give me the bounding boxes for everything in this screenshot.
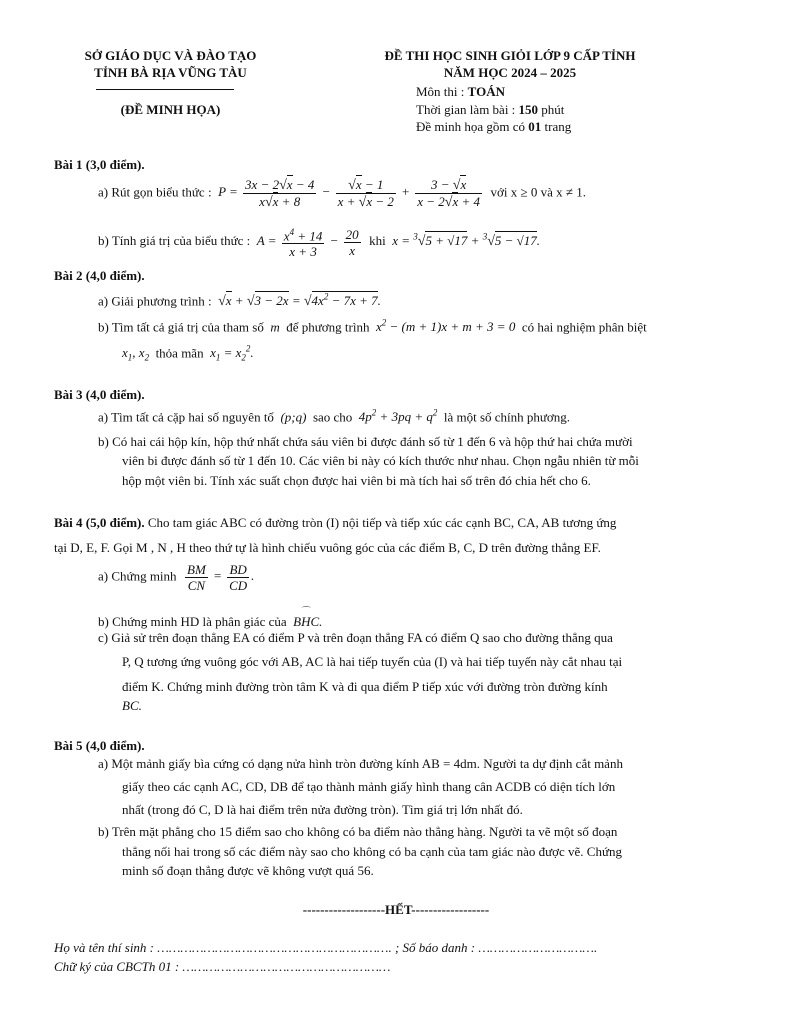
problem-4b-text: b) Chứng minh HD là phân giác của: [98, 614, 287, 629]
problem-2a: [98, 292, 381, 310]
problem-4-title: Bài 4 (5,0 điểm).: [54, 515, 145, 530]
problem-3b-line3: hộp một viên bi. Tính xác suất chọn được hai viên bi mà tích hai số trên đó chia hết cho 6.: [122, 473, 591, 488]
problem-1b-expression: A = $\frac{x^4 + 14}{x + 3}$ − $\frac{20}{x}$: [253, 226, 359, 260]
problem-4c-line3: điểm K. Chứng minh đường tròn tâm K và đi qua điểm P tiếp xúc với đường tròn đường kính: [122, 679, 608, 694]
pages-unit: trang: [541, 119, 572, 134]
problem-2b-text2: để phương trình: [286, 319, 370, 335]
problem-4a-text: a) Chứng minh: [98, 568, 177, 584]
time-unit: phút: [538, 102, 565, 117]
problem-4c-line4: BC.: [122, 698, 142, 713]
time-label: Thời gian làm bài :: [416, 102, 519, 117]
problem-5a-line3: nhất (trong đó C, D là hai điểm trên nửa đường tròn). Tìm giá trị lớn nhất đó.: [122, 802, 523, 817]
problem-2a-text: a) Giải phương trình :: [98, 293, 212, 309]
school-year: NĂM HỌC 2024 – 2025: [443, 65, 577, 80]
problem-4c-line1: c) Giả sử trên đoạn thẳng EA có điểm P và trên đoạn thẳng FA có điểm Q sao cho đường thẳng qua: [98, 630, 613, 645]
problem-1b-text: b) Tính giá trị của biểu thức :: [98, 233, 251, 249]
problem-2b-text1: b) Tìm tất cả giá trị của tham số: [98, 319, 264, 335]
problem-3b-line2: viên bi được đánh số từ 1 đến 10. Các viên bi này có kích thước như nhau. Chọn ngẫu nhiên từ mỗi: [122, 453, 639, 468]
problem-3-title: Bài 3 (4,0 điểm).: [54, 387, 145, 402]
problem-3a-text2: sao cho: [312, 409, 353, 425]
candidate-name-line: Họ và tên thí sinh : ……………………………………………………. ; Số báo danh : ………………………….: [54, 940, 598, 955]
problem-5a-line2: giấy theo các cạnh AC, CD, DB để tạo thành mảnh giấy hình thang cân ACDB có diện tích lớn: [122, 779, 616, 794]
problem-2b-line2: $x_1$, $x_2$ thỏa mãn $x_1 = x_2^2$.: [122, 344, 254, 363]
problem-2b-line1: b) Tìm tất cả giá trị của tham số m để phương trình $x^2 - (m + 1)x + m + 3 = 0$ có hai nghiệm phân biệt: [98, 318, 647, 335]
problem-4a: [98, 562, 254, 593]
problem-5b-line1: b) Trên mặt phẳng cho 15 điểm sao cho không có ba điểm nào thẳng hàng. Người ta vẽ một số đoạn: [98, 824, 618, 839]
problem-2b-text3: có hai nghiệm phân biệt: [521, 319, 647, 335]
problem-5b-line2: thẳng nối hai trong số các điểm này sao cho không có ba cạnh của tam giác nào được vẽ. Chứng: [122, 844, 623, 859]
proctor-signature-line: Chữ ký của CBCTh 01 : ………………………………………………: [54, 959, 391, 974]
problem-4-intro-line1: [54, 515, 616, 531]
problem-5a-line1: a) Một mảnh giấy bìa cứng có dạng nửa hình tròn đường kính AB = 4dm. Người ta dự định cắt mảnh: [98, 756, 623, 771]
subject-value: TOÁN: [467, 84, 505, 99]
department-name: SỞ GIÁO DỤC VÀ ĐÀO TẠO: [84, 48, 257, 63]
problem-2a-equation: $√x + √3 - 2x = √4x^2 - 7x + 7$.: [218, 292, 381, 310]
problem-3a-text3: là một số chính phương.: [443, 409, 571, 425]
pages-value: 01: [528, 119, 542, 134]
time-line: [416, 102, 564, 118]
exam-title: ĐỀ THI HỌC SINH GIỎI LỚP 9 CẤP TỈNH: [384, 48, 636, 63]
end-mark: -------------------HẾT------------------: [302, 902, 490, 917]
problem-4b: [98, 608, 322, 630]
problem-4a-equation: $\frac{BM}{CN}$ = $\frac{BD}{CD}$ .: [187, 562, 255, 593]
problem-2b-equation: $x^2 - (m + 1)x + m + 3 = 0$: [372, 318, 519, 335]
problem-1a-text: a) Rút gọn biểu thức :: [98, 184, 212, 200]
province-name: TỈNH BÀ RỊA VŨNG TÀU: [94, 65, 247, 80]
subject-label: Môn thi :: [416, 84, 468, 99]
problem-1b-when: khi: [369, 233, 386, 249]
problem-4-intro1: Cho tam giác ABC có đường tròn (I) nội tiếp và tiếp xúc các cạnh BC, CA, AB tương ứng: [147, 515, 617, 530]
problem-3a: a) Tìm tất cả cặp hai số nguyên tố (p;q) sao cho $4p^2 + 3pq + q^2$ là một số chính phương.: [98, 408, 571, 425]
subject-line: [416, 84, 505, 100]
problem-1b-x-value: x = $^3$√5 + √17 + $^3$√5 − √17.: [389, 231, 541, 250]
time-value: 150: [518, 102, 539, 117]
problem-1a: [98, 177, 586, 210]
problem-5-title: Bài 5 (4,0 điểm).: [54, 738, 145, 753]
header-divider: [96, 89, 234, 90]
exam-type-label: (ĐỀ MINH HỌA): [120, 102, 221, 117]
problem-1a-expression: P = $\frac{3x - 2√x - 4}{x√x + 8}$ − $\frac{√x - 1}{x + √x - 2}$ + $\frac{3 - √x}{x - 2√x + 4}$: [214, 177, 480, 210]
problem-5b-line3: minh số đoạn thẳng được vẽ không vượt quá 56.: [122, 863, 374, 878]
problem-1a-condition: với x ≥ 0 và x ≠ 1.: [490, 184, 587, 200]
problem-3a-text1: a) Tìm tất cả cặp hai số nguyên tố: [98, 409, 274, 425]
problem-4c-line2: P, Q tương ứng vuông góc với AB, AC là hai tiếp tuyến của (I) và hai tiếp tuyến này cắt nhau tại: [122, 654, 623, 669]
pages-label: Đề minh họa gồm có: [416, 119, 529, 134]
problem-3b-line1: b) Có hai cái hộp kín, hộp thứ nhất chứa sáu viên bi được đánh số từ 1 đến 6 và hộp thứ hai chứa mười: [98, 434, 633, 449]
problem-1-title: Bài 1 (3,0 điểm).: [54, 157, 145, 172]
problem-4-intro-line2: tại D, E, F. Gọi M , N , H theo thứ tự là hình chiếu vuông góc của các điểm B, C, D trên đường thẳng EF.: [54, 540, 601, 555]
problem-2b-text4: thỏa mãn: [155, 345, 204, 361]
pages-line: [416, 119, 571, 135]
problem-2-title: Bài 2 (4,0 điểm).: [54, 268, 145, 283]
problem-1b: [98, 225, 540, 259]
problem-4b-angle: ⌒ BHC.: [293, 606, 323, 629]
